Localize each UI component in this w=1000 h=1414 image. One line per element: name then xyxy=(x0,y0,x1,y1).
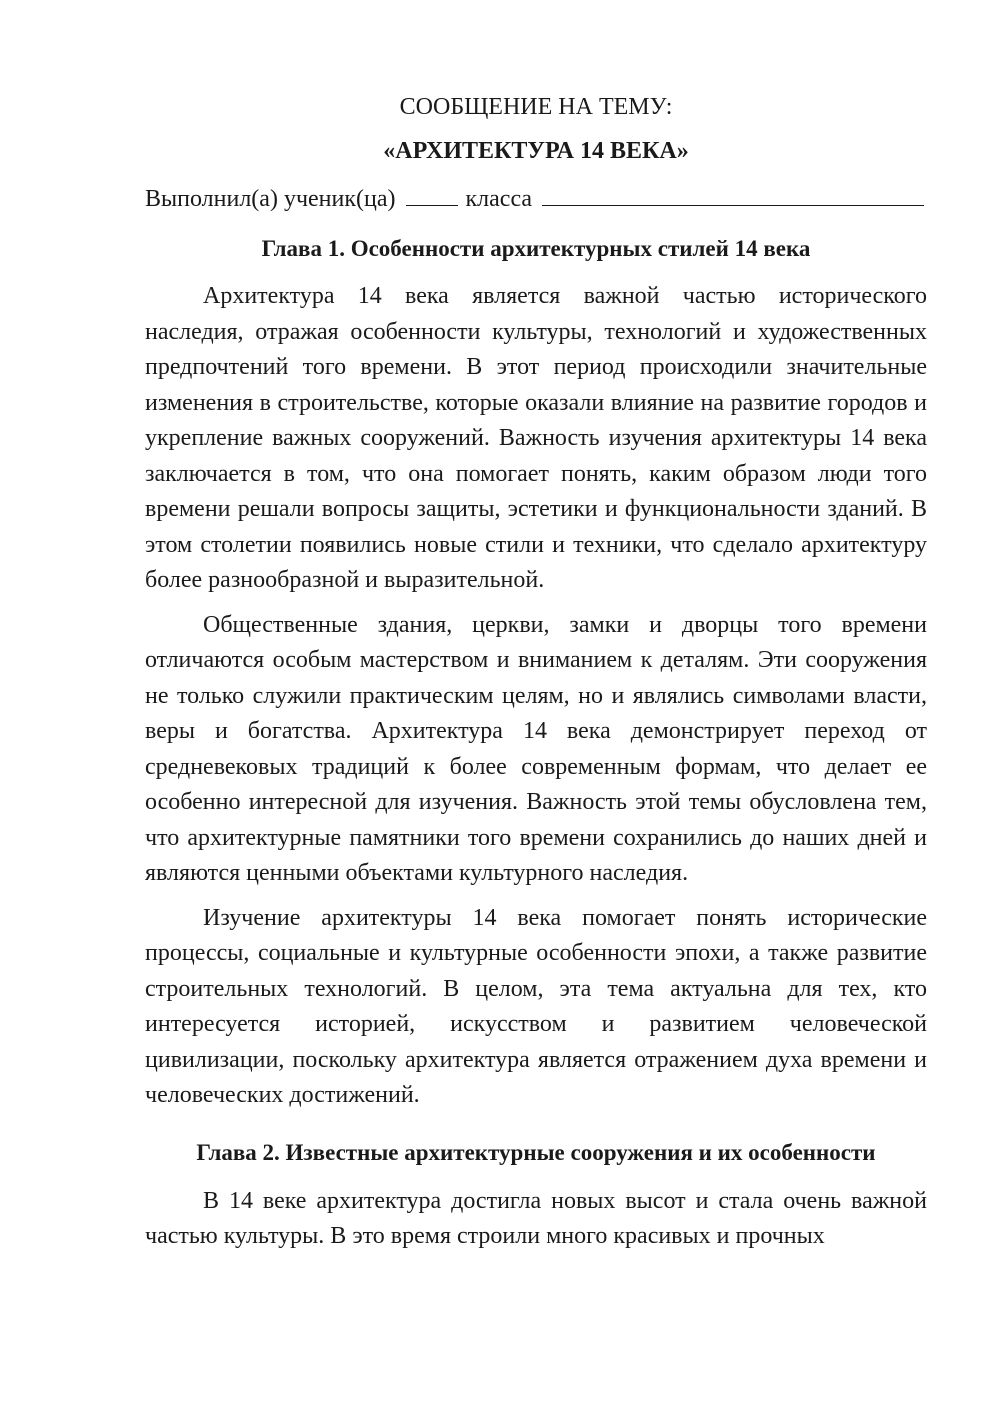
author-prefix: Выполнил(а) ученик(ца) xyxy=(145,186,396,212)
paragraph: Изучение архитектуры 14 века помогает понять исторические процессы, социальные и культурные особенности эпохи, а также развитие строительных технологий. В целом, эта тема актуальна для тех, кто интересуется историей, искусством и развитием человеческой цивилизации, поскольку архитектура является отражением духа времени и человеческих достижений. xyxy=(145,904,927,1108)
author-line xyxy=(145,182,927,216)
name-blank-field xyxy=(542,183,924,206)
paragraph: В 14 веке архитектура достигла новых высот и стала очень важной частью культуры. В это время строили много красивых и прочных xyxy=(145,1187,927,1249)
document-heading: СООБЩЕНИЕ НА ТЕМУ: xyxy=(399,94,673,120)
document-page xyxy=(145,90,927,1264)
class-blank-field xyxy=(406,183,458,206)
chapter-1-title: Глава 1. Особенности архитектурных стилей 14 века xyxy=(261,236,811,261)
document-topic: «АРХИТЕКТУРА 14 ВЕКА» xyxy=(383,138,689,164)
chapter-2-title: Глава 2. Известные архитектурные сооружения и их особенности xyxy=(196,1139,876,1165)
paragraph: Архитектура 14 века является важной частью исторического наследия, отражая особенности культуры, технологий и художественных предпочтений того времени. В этот период происходили значительные изменения в строительстве, которые оказали влияние на развитие городов и укрепление важных сооружений. Важность изучения архитектуры 14 века заключается в том, что она помогает понять, каким образом люди того времени решали вопросы защиты, эстетики и функциональности зданий. В этом столетии появились новые стили и техники, что сделало архитектуру более разнообразной и выразительной. xyxy=(145,283,927,593)
paragraph: Общественные здания, церкви, замки и дворцы того времени отличаются особым мастерством и вниманием к деталям. Эти сооружения не только служили практическим целям, но и являлись символами власти, веры и богатства. Архитектура 14 века демонстрирует переход от средневековых традиций к более современным формам, что делает ее особенно интересной для изучения. Важность этой темы обусловлена тем, что архитектурные памятники того времени сохранились до наших дней и являются ценными объектами культурного наследия. xyxy=(145,611,927,886)
author-class-label: класса xyxy=(465,186,533,212)
